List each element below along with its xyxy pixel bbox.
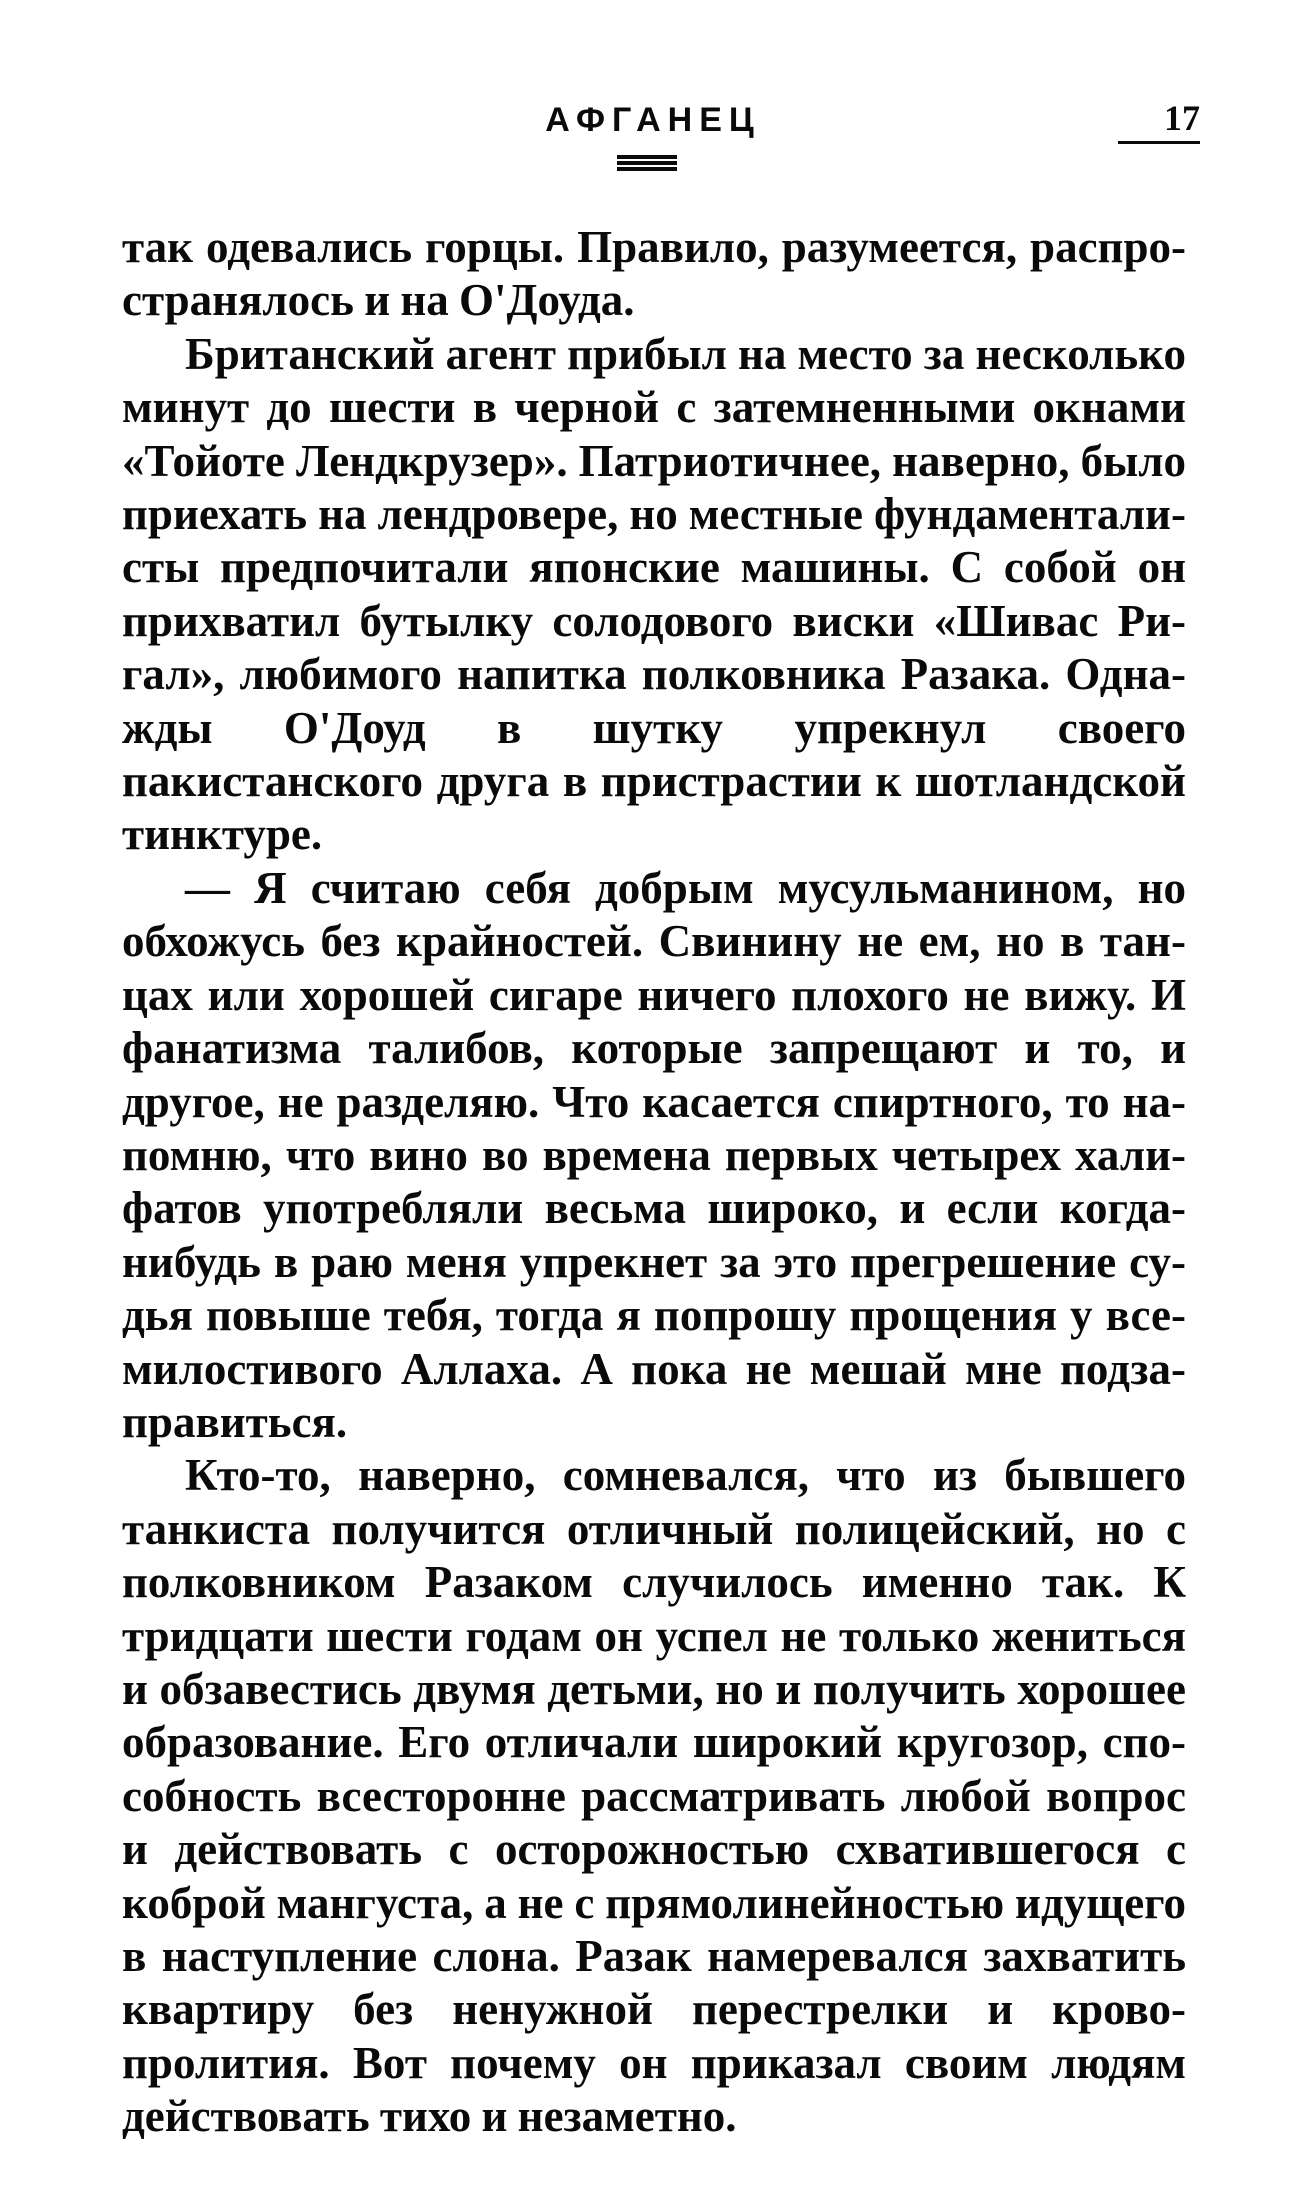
running-title: АФГАНЕЦ xyxy=(545,101,761,139)
paragraph: Кто-то, наверно, сомневался, что из бывшего танкиста получится отличный полицейский, но с полковником Разаком случилось именно так. К тридцати шести годам он успел не только жениться и обзавестись двумя детьми, но и получить хорошее образование. Его отличали широкий кругозор, способность всесторонне рассматривать любой вопрос и действовать с осторожностью схватившегося с коброй мангуста, а не с прямолинейностью идущего в наступление слона. Разак намеревался захватить квартиру без ненужной перестрелки и кровопролития. Вот почему он приказал своим людям действовать тихо и незаметно. xyxy=(122,1450,1186,2142)
paragraph-dialogue: — Я считаю себя добрым мусульманином, но обхожусь без крайностей. Свинину не ем, но в танцах или хорошей сигаре ничего плохого не вижу. И фанатизма талибов, которые запрещают и то, и другое, не разделяю. Что касается спиртного, то напомню, что вино во времена первых четырех халифатов употребляли весьма широко, и если когда-нибудь в раю меня упрекнет за это прегрешение судья повыше тебя, тогда я попрошу прощения у всемилостивого Аллаха. А пока не мешай мне подзаправиться. xyxy=(122,862,1186,1447)
text-body xyxy=(122,221,1186,2144)
paragraph-continuation: так одевались горцы. Правило, разумеется, распространялось и на О'Доуда. xyxy=(122,222,1186,326)
title-ornament xyxy=(617,155,677,171)
page-number: 17 xyxy=(1164,98,1200,138)
page-number-underline xyxy=(1118,141,1200,144)
paragraph: Британский агент прибыл на место за несколько минут до шести в черной с затемненными окнами «Тойоте Лендкрузер». Патриотичнее, наверно, было приехать на лендровере, но местные фундаменталисты предпочитали японские машины. С собой он прихватил бутылку солодового виски «Шивас Ригал», любимого напитка полковника Разака. Однажды О'Доуд в шутку упрекнул своего пакистанского друга в пристрастии к шотландской тинктуре. xyxy=(122,328,1186,860)
